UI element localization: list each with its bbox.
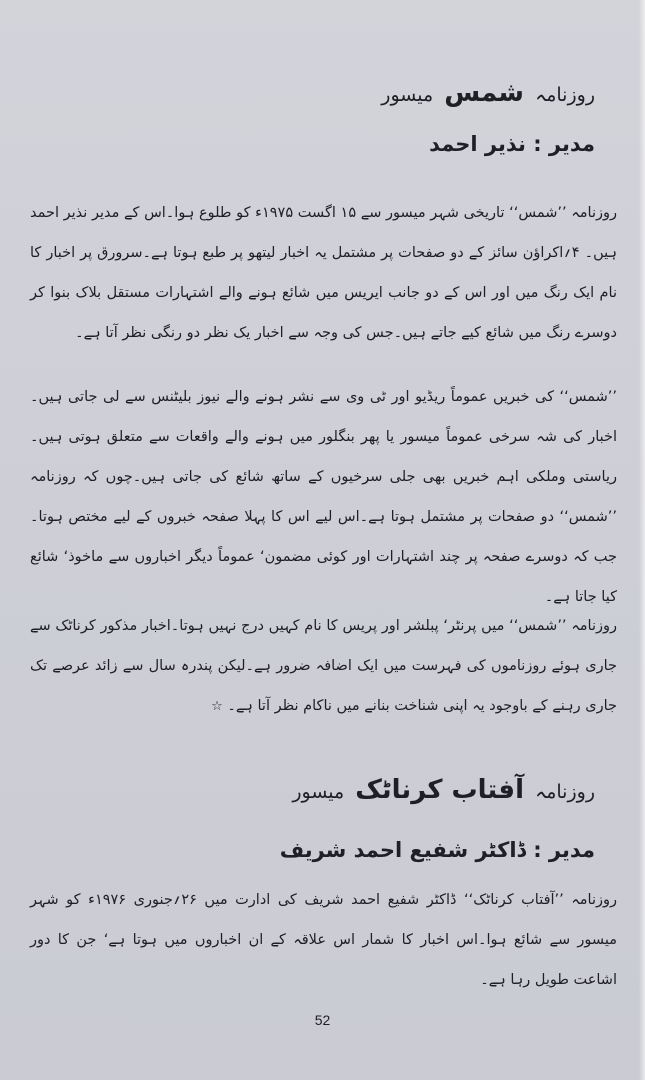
section1-editor: مدیر : نذیر احمد <box>429 132 595 156</box>
section2-paragraph-1 <box>30 880 617 1000</box>
section2-heading-name: آفتاب کرناٹک <box>355 775 524 805</box>
section1-heading-prefix: روزنامہ <box>535 84 595 106</box>
paragraph-text: روزنامہ ’’شمس‘‘ میں پرنٹر‘ پبلشر اور پریس کا نام کہیں درج نہیں ہوتا۔اخبار مذکور کرناٹک سے جاری ہوئے روزناموں کی فہرست میں ایک اضافہ ضرور ہے۔لیکن پندرہ سال سے زائد عرصے تک جاری رہنے کے باوجود یہ اپنی شناخت بنانے میں ناکام نظر آتا ہے۔ <box>30 618 617 714</box>
section2-heading-city: میسور <box>292 781 345 803</box>
star-icon: ☆ <box>211 699 223 714</box>
section1-heading-name: شمس <box>444 78 524 108</box>
section1-paragraph-1 <box>30 193 617 353</box>
section1-heading <box>381 78 595 108</box>
section1-paragraph-2 <box>30 377 617 617</box>
section2-heading <box>292 775 595 805</box>
section1-paragraph-3 <box>30 606 617 727</box>
paragraph-text: روزنامہ ’’شمس‘‘ تاریخی شہر میسور سے ۱۵ اگست ۱۹۷۵ء کو طلوع ہوا۔اس کے مدیر نذیر احمد ہیں۔ ۴؍اکراؤن سائز کے دو صفحات پر مشتمل یہ اخبار لیتھو پر طبع ہوتا ہے۔سرورق پر اخبار کا نام ایک رنگ میں اور اس کے دو جانب ایریس میں شائع ہونے والے اشتہارات مستقل بلاک بنوا کر دوسرے رنگ میں شائع کیے جاتے ہیں۔جس کی وجہ سے اخبار یک نظر دو رنگی نظر آتا ہے۔ <box>30 205 617 341</box>
section2-editor: مدیر : ڈاکٹر شفیع احمد شریف <box>279 838 595 862</box>
page-number: 52 <box>314 1012 331 1028</box>
paragraph-text: ’’شمس‘‘ کی خبریں عموماً ریڈیو اور ٹی وی سے نشر ہونے والے نیوز بلیٹنس سے لی جاتی ہیں۔ اخبار کی شہ سرخی عموماً میسور یا پھر بنگلور میں ہونے والے واقعات سے متعلق ہوتی ہیں۔ریاستی وملکی اہم خبریں بھی جلی سرخیوں کے ساتھ شائع کی جاتی ہیں۔چوں کہ روزنامہ ’’شمس‘‘ دو صفحات پر مشتمل ہوتا ہے۔اس لیے اس کا پہلا صفحہ خبروں کے لیے مختص ہوتا۔جب کہ دوسرے صفحہ پر چند اشتہارات اور کوئی مضمون‘ عموماً دیگر اخباروں سے ماخوذ‘ شائع کیا جاتا ہے۔ <box>30 389 617 605</box>
section2-heading-prefix: روزنامہ <box>535 781 595 803</box>
page-edge <box>639 0 645 1080</box>
paragraph-text: روزنامہ ’’آفتاب کرناٹک‘‘ ڈاکٹر شفیع احمد شریف کی ادارت میں ۲۶؍جنوری ۱۹۷۶ء کو شہر میسور سے شائع ہوا۔اس اخبار کا شمار اس علاقہ کے ان اخباروں میں ہوتا ہے‘ جن کا دور اشاعت طویل رہا ہے۔ <box>30 892 618 988</box>
section1-heading-city: میسور <box>381 84 434 106</box>
